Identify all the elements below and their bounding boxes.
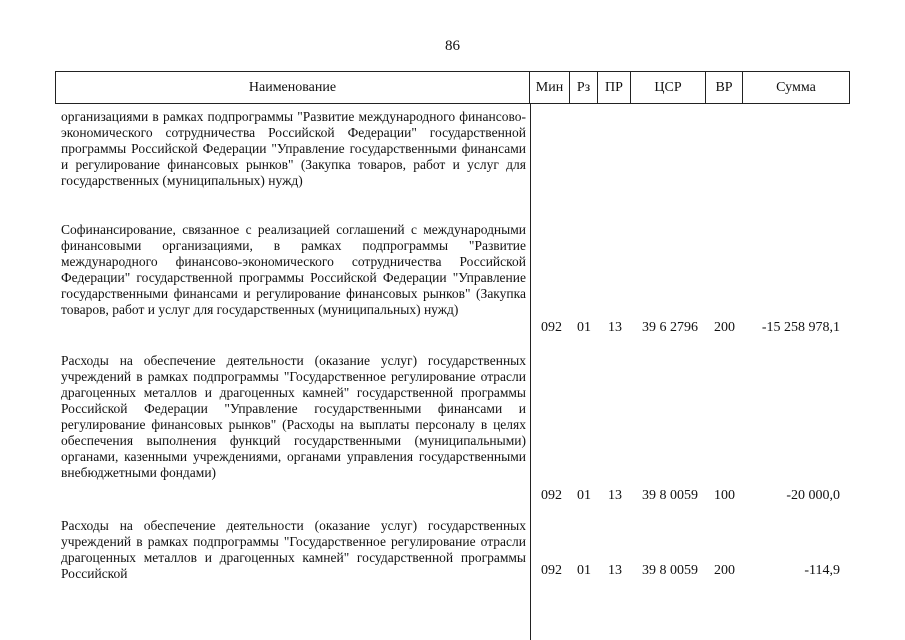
header-sum: Сумма	[743, 71, 850, 104]
row-name: организациями в рамках подпрограммы "Развитие международного финансово-экономического сотрудничества Российской Федерации" государственной программы Российской Федерации "Управление государственными финансами и регулирование финансовых рынков" (Закупка товаров, работ и услуг для государственных (муниципальных) нужд)	[61, 109, 526, 188]
row-sum: -114,9	[804, 563, 840, 578]
header-name: Наименование	[55, 71, 530, 104]
row-csr: 39 6 2796	[642, 320, 698, 335]
row-rz: 01	[577, 563, 591, 578]
row-pr: 13	[608, 488, 622, 503]
row-csr: 39 8 0059	[642, 488, 698, 503]
row-pr: 13	[608, 563, 622, 578]
row-pr: 13	[608, 320, 622, 335]
row-name: Расходы на обеспечение деятельности (оказание услуг) государственных учреждений в рамках подпрограммы "Государственное регулирование отрасли драгоценных металлов и драгоценных камней" государственной программы Российской	[61, 518, 526, 581]
page-number: 86	[445, 38, 460, 54]
row-name: Софинансирование, связанное с реализацией соглашений с международными финансовыми организациями, в рамках подпрограммы "Развитие международного финансово-экономического сотрудничества Российской Федерации" государственной программы Российской Федерации "Управление государственными финансами и регулирование финансовых рынков" (Закупка товаров, работ и услуг для государственных (муниципальных) нужд)	[61, 222, 526, 317]
row-min: 092	[541, 563, 562, 578]
column-divider	[530, 104, 531, 640]
header-rz: Рз	[570, 71, 598, 104]
header-pr: ПР	[598, 71, 631, 104]
row-vr: 100	[714, 488, 735, 503]
row-vr: 200	[714, 563, 735, 578]
row-min: 092	[541, 488, 562, 503]
row-csr: 39 8 0059	[642, 563, 698, 578]
header-csr: ЦСР	[631, 71, 706, 104]
row-rz: 01	[577, 488, 591, 503]
row-min: 092	[541, 320, 562, 335]
header-vr: ВР	[706, 71, 743, 104]
row-rz: 01	[577, 320, 591, 335]
row-vr: 200	[714, 320, 735, 335]
row-name: Расходы на обеспечение деятельности (оказание услуг) государственных учреждений в рамках подпрограммы "Государственное регулирование отрасли драгоценных металлов и драгоценных камней" государственной программы Российской Федерации "Управление государственными финансами и регулирование финансовых рынков" (Расходы на выплаты персоналу в целях обеспечения выполнения функций государственными (муниципальными) органами, казенными учреждениями, органами управления государственными внебюджетными фондами)	[61, 353, 526, 480]
row-sum: -20 000,0	[786, 488, 840, 503]
row-sum: -15 258 978,1	[761, 320, 840, 335]
header-min: Мин	[530, 71, 570, 104]
